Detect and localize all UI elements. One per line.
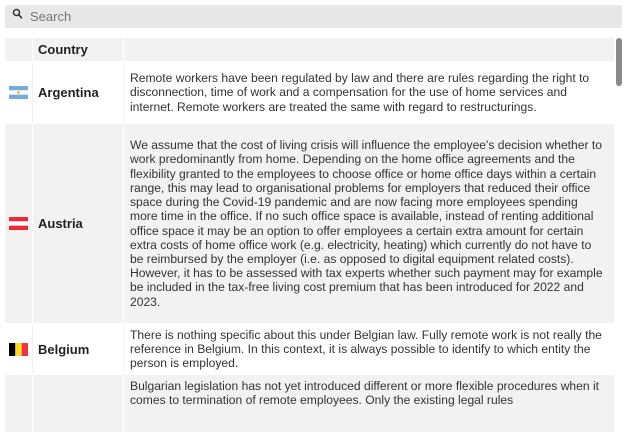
country-text: Remote workers have been regulated by law and there are rules regarding the right to disconnection, time of work and a compensation for the use of home services and internet. Remote workers are treated the same with regard to restructurings.	[124, 62, 614, 123]
country-name: Austria	[33, 124, 124, 323]
country-text: Bulgarian legislation has not yet introduced different or more flexible procedures when it comes to termination of remote employees. Only the existing legal rules	[124, 375, 614, 432]
table-row[interactable]	[5, 61, 614, 123]
scrollbar-thumb[interactable]	[616, 38, 622, 86]
country-text: There is nothing specific about this under Belgian law. Fully remote work is not really the reference in Belgium. In this context, it is always possible to identify to which entity the person is employed.	[124, 324, 614, 374]
argentina-flag-icon	[9, 86, 28, 99]
country-name: Belgium	[33, 324, 124, 374]
table-row[interactable]	[5, 323, 614, 374]
belgium-flag-icon	[9, 343, 28, 356]
austria-flag-icon	[9, 217, 28, 230]
flag-cell	[5, 375, 33, 432]
header-details[interactable]	[124, 38, 614, 61]
country-name	[33, 375, 124, 432]
table-row[interactable]	[5, 374, 614, 432]
country-text: We assume that the cost of living crisis will influence the employee's decision whether to work predominantly from home. Depending on the home office agreements and the flexibility granted to the employees to choose office or home office days within a certain range, this may lead to organisational problems for employers that reduced their office space during the Covid-19 pandemic and are now facing more employees spending more time in the office. If no such office space is available, instead of renting additional office space it may be an option to offer employees a certain extra amount for certain extra costs of home office work (e.g. electricity, heating) which currently do not have to be reimbursed by the employer (i.e. as opposed to digital equipment related costs). However, it has to be assessed with tax experts whether such payment may for example be included in the tax-free living cost premium that has been introduced for 2022 and 2023.	[124, 124, 614, 323]
table-header	[5, 38, 614, 61]
search-icon	[12, 8, 24, 22]
flag-cell	[5, 324, 33, 374]
vertical-scrollbar[interactable]	[614, 38, 625, 432]
flag-cell	[5, 62, 33, 123]
country-table	[5, 38, 614, 432]
header-country[interactable]: Country	[33, 38, 124, 61]
flag-cell	[5, 124, 33, 323]
header-flag-cell	[5, 38, 33, 61]
search-input[interactable]	[30, 5, 615, 28]
table-row[interactable]	[5, 123, 614, 323]
search-bar[interactable]	[5, 5, 622, 28]
country-name: Argentina	[33, 62, 124, 123]
